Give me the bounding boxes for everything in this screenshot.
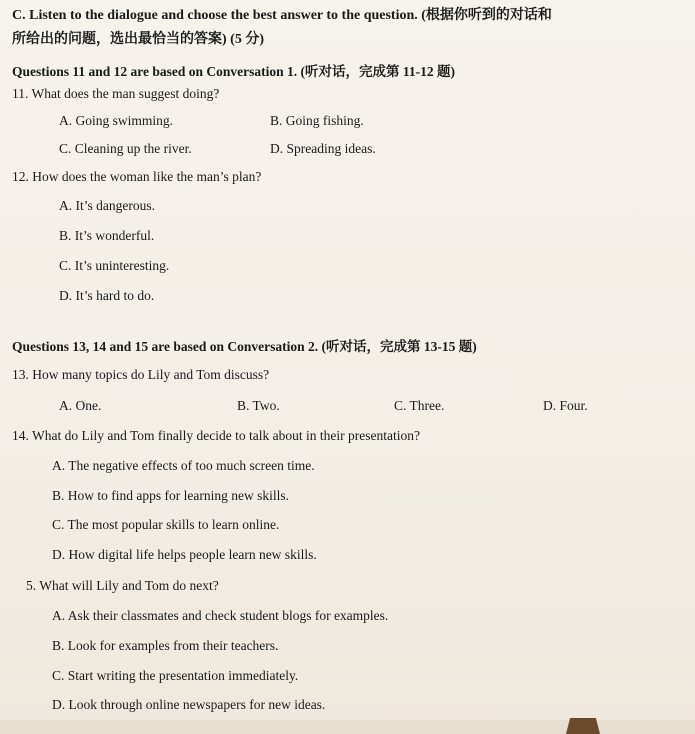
question-11: 11. What does the man suggest doing? [12, 86, 220, 101]
question-13: 13. How many topics do Lily and Tom discuss? [12, 367, 270, 382]
question-14-option-a: A. The negative effects of too much screen time. [52, 458, 315, 473]
section-heading-line2: 所给出的问题，选出最恰当的答案) (5 分) [12, 32, 264, 47]
section-heading-line1: C. Listen to the dialogue and choose the best answer to the question. (根据你听到的对话和 [12, 8, 552, 23]
desk-object-shadow [566, 718, 600, 734]
question-15-option-d: D. Look through online newspapers for new ideas. [52, 697, 326, 712]
question-13-option-a: A. One. [59, 398, 102, 413]
question-14: 14. What do Lily and Tom finally decide to talk about in their presentation? [12, 428, 420, 443]
question-11-option-a: A. Going swimming. [59, 113, 174, 128]
conversation-2-heading: Questions 13, 14 and 15 are based on Conversation 2. (听对话，完成第 13-15 题) [12, 339, 477, 354]
conversation-1-heading: Questions 11 and 12 are based on Conversation 1. (听对话，完成第 11-12 题) [12, 64, 456, 79]
question-12: 12. How does the woman like the man’s plan? [12, 169, 262, 184]
question-11-option-c: C. Cleaning up the river. [59, 141, 192, 156]
question-12-option-b: B. It’s wonderful. [59, 228, 155, 243]
question-11-option-b: B. Going fishing. [270, 113, 364, 128]
question-12-option-c: C. It’s uninteresting. [59, 258, 170, 273]
question-15-option-b: B. Look for examples from their teachers. [52, 638, 279, 653]
question-13-option-b: B. Two. [237, 398, 280, 413]
question-12-option-a: A. It’s dangerous. [59, 198, 155, 213]
question-13-option-d: D. Four. [543, 398, 588, 413]
question-12-option-d: D. It’s hard to do. [59, 288, 155, 303]
question-14-option-b: B. How to find apps for learning new skills. [52, 488, 289, 503]
question-14-option-d: D. How digital life helps people learn new skills. [52, 547, 317, 562]
question-13-option-c: C. Three. [394, 398, 445, 413]
question-15-option-a: A. Ask their classmates and check student blogs for examples. [52, 608, 389, 623]
section-heading [12, 4, 682, 52]
question-15: 5. What will Lily and Tom do next? [26, 578, 219, 593]
question-11-option-d: D. Spreading ideas. [270, 141, 376, 156]
question-15-option-c: C. Start writing the presentation immediately. [52, 668, 299, 683]
question-14-option-c: C. The most popular skills to learn online. [52, 517, 280, 532]
